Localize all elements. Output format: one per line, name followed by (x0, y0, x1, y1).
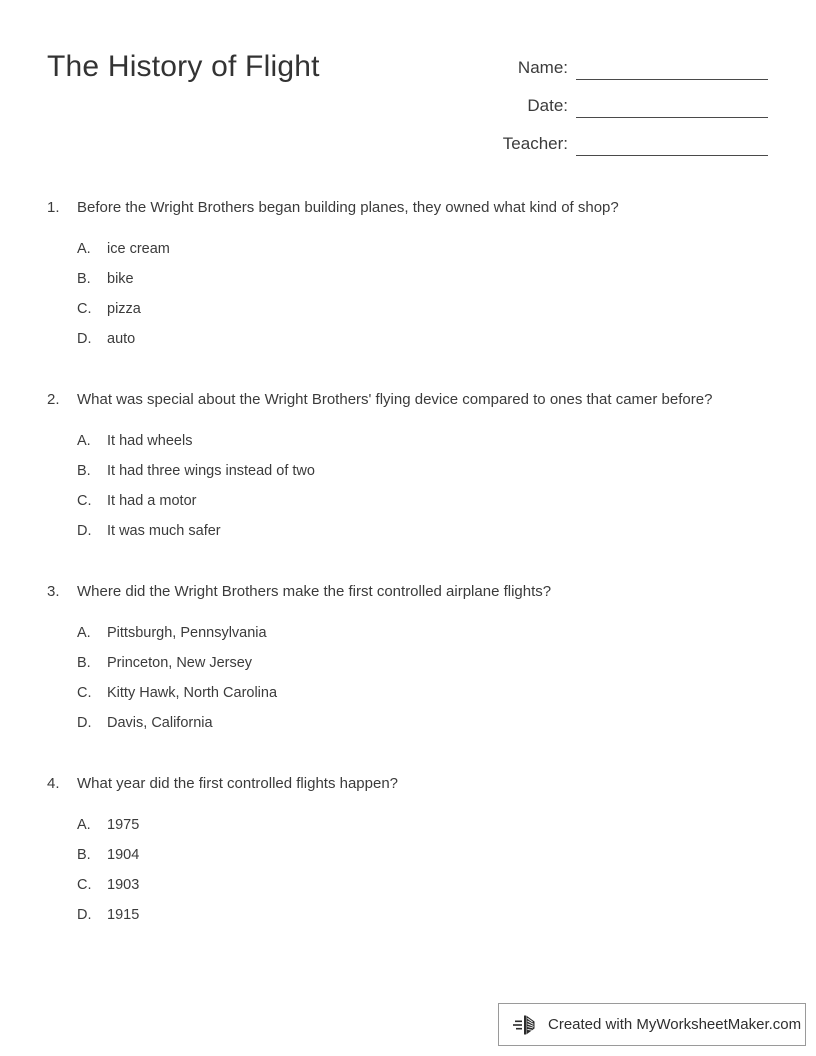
option-item[interactable] (47, 522, 768, 552)
option-letter: B. (77, 655, 91, 671)
option-text: 1903 (107, 877, 140, 893)
option-item[interactable] (47, 270, 768, 300)
questions-list (47, 198, 768, 966)
student-info-fields (478, 42, 768, 156)
option-letter: A. (77, 241, 91, 257)
teacher-label: Teacher: (502, 134, 568, 153)
option-item[interactable] (47, 462, 768, 492)
option-letter: D. (77, 523, 92, 539)
option-text: It was much safer (107, 523, 221, 539)
option-letter: B. (77, 847, 91, 863)
option-text: It had wheels (107, 433, 193, 449)
question-text: What year did the first controlled flights happen? (77, 775, 399, 792)
option-item[interactable] (47, 654, 768, 684)
option-letter: A. (77, 817, 91, 833)
option-letter: A. (77, 433, 91, 449)
option-letter: B. (77, 271, 91, 287)
option-item[interactable] (47, 492, 768, 522)
option-item[interactable] (47, 816, 768, 846)
worksheet-maker-badge[interactable] (498, 1003, 806, 1046)
question-heading (47, 198, 768, 218)
option-text: It had three wings instead of two (107, 463, 315, 479)
option-letter: D. (77, 715, 92, 731)
name-input-line[interactable] (576, 57, 768, 80)
option-letter: D. (77, 907, 92, 923)
question-text: What was special about the Wright Brothers' flying device compared to ones that camer before? (77, 391, 713, 408)
date-label: Date: (527, 96, 568, 115)
option-text: 1975 (107, 817, 140, 833)
option-text: 1904 (107, 847, 140, 863)
option-text: Princeton, New Jersey (107, 655, 253, 671)
option-text: It had a motor (107, 493, 197, 509)
option-text: auto (107, 331, 136, 347)
page-title: The History of Flight (47, 50, 320, 83)
info-row-teacher (478, 118, 768, 156)
option-item[interactable] (47, 684, 768, 714)
option-letter: D. (77, 331, 92, 347)
option-text: ice cream (107, 241, 170, 257)
options-list (47, 624, 768, 744)
option-letter: A. (77, 625, 91, 641)
option-letter: C. (77, 493, 92, 509)
option-item[interactable] (47, 906, 768, 936)
question-block (47, 198, 768, 360)
options-list (47, 240, 768, 360)
option-text: Kitty Hawk, North Carolina (107, 685, 278, 701)
options-list (47, 432, 768, 552)
date-input-line[interactable] (576, 95, 768, 118)
info-row-name (478, 42, 768, 80)
question-block (47, 774, 768, 936)
option-item[interactable] (47, 714, 768, 744)
options-list (47, 816, 768, 936)
option-text: Davis, California (107, 715, 213, 731)
question-number: 2. (47, 391, 60, 408)
option-letter: C. (77, 301, 92, 317)
option-text: 1915 (107, 907, 140, 923)
question-number: 3. (47, 583, 60, 600)
option-letter: C. (77, 877, 92, 893)
question-block (47, 582, 768, 744)
question-heading (47, 390, 768, 410)
option-item[interactable] (47, 624, 768, 654)
badge-label: Created with MyWorksheetMaker.com (548, 1016, 802, 1033)
question-number: 4. (47, 775, 60, 792)
question-number: 1. (47, 199, 60, 216)
info-row-date (478, 80, 768, 118)
worksheet-header (47, 42, 768, 162)
option-text: pizza (107, 301, 141, 317)
option-item[interactable] (47, 240, 768, 270)
option-item[interactable] (47, 876, 768, 906)
option-letter: C. (77, 685, 92, 701)
worksheet-maker-logo-icon (513, 1012, 539, 1038)
option-letter: B. (77, 463, 91, 479)
name-label: Name: (517, 58, 568, 77)
question-heading (47, 774, 768, 794)
option-item[interactable] (47, 432, 768, 462)
option-text: Pittsburgh, Pennsylvania (107, 625, 267, 641)
teacher-input-line[interactable] (576, 133, 768, 156)
question-text: Where did the Wright Brothers make the first controlled airplane flights? (77, 583, 552, 600)
option-text: bike (107, 271, 134, 287)
option-item[interactable] (47, 330, 768, 360)
question-text: Before the Wright Brothers began building planes, they owned what kind of shop? (77, 199, 619, 216)
question-block (47, 390, 768, 552)
question-heading (47, 582, 768, 602)
option-item[interactable] (47, 300, 768, 330)
option-item[interactable] (47, 846, 768, 876)
